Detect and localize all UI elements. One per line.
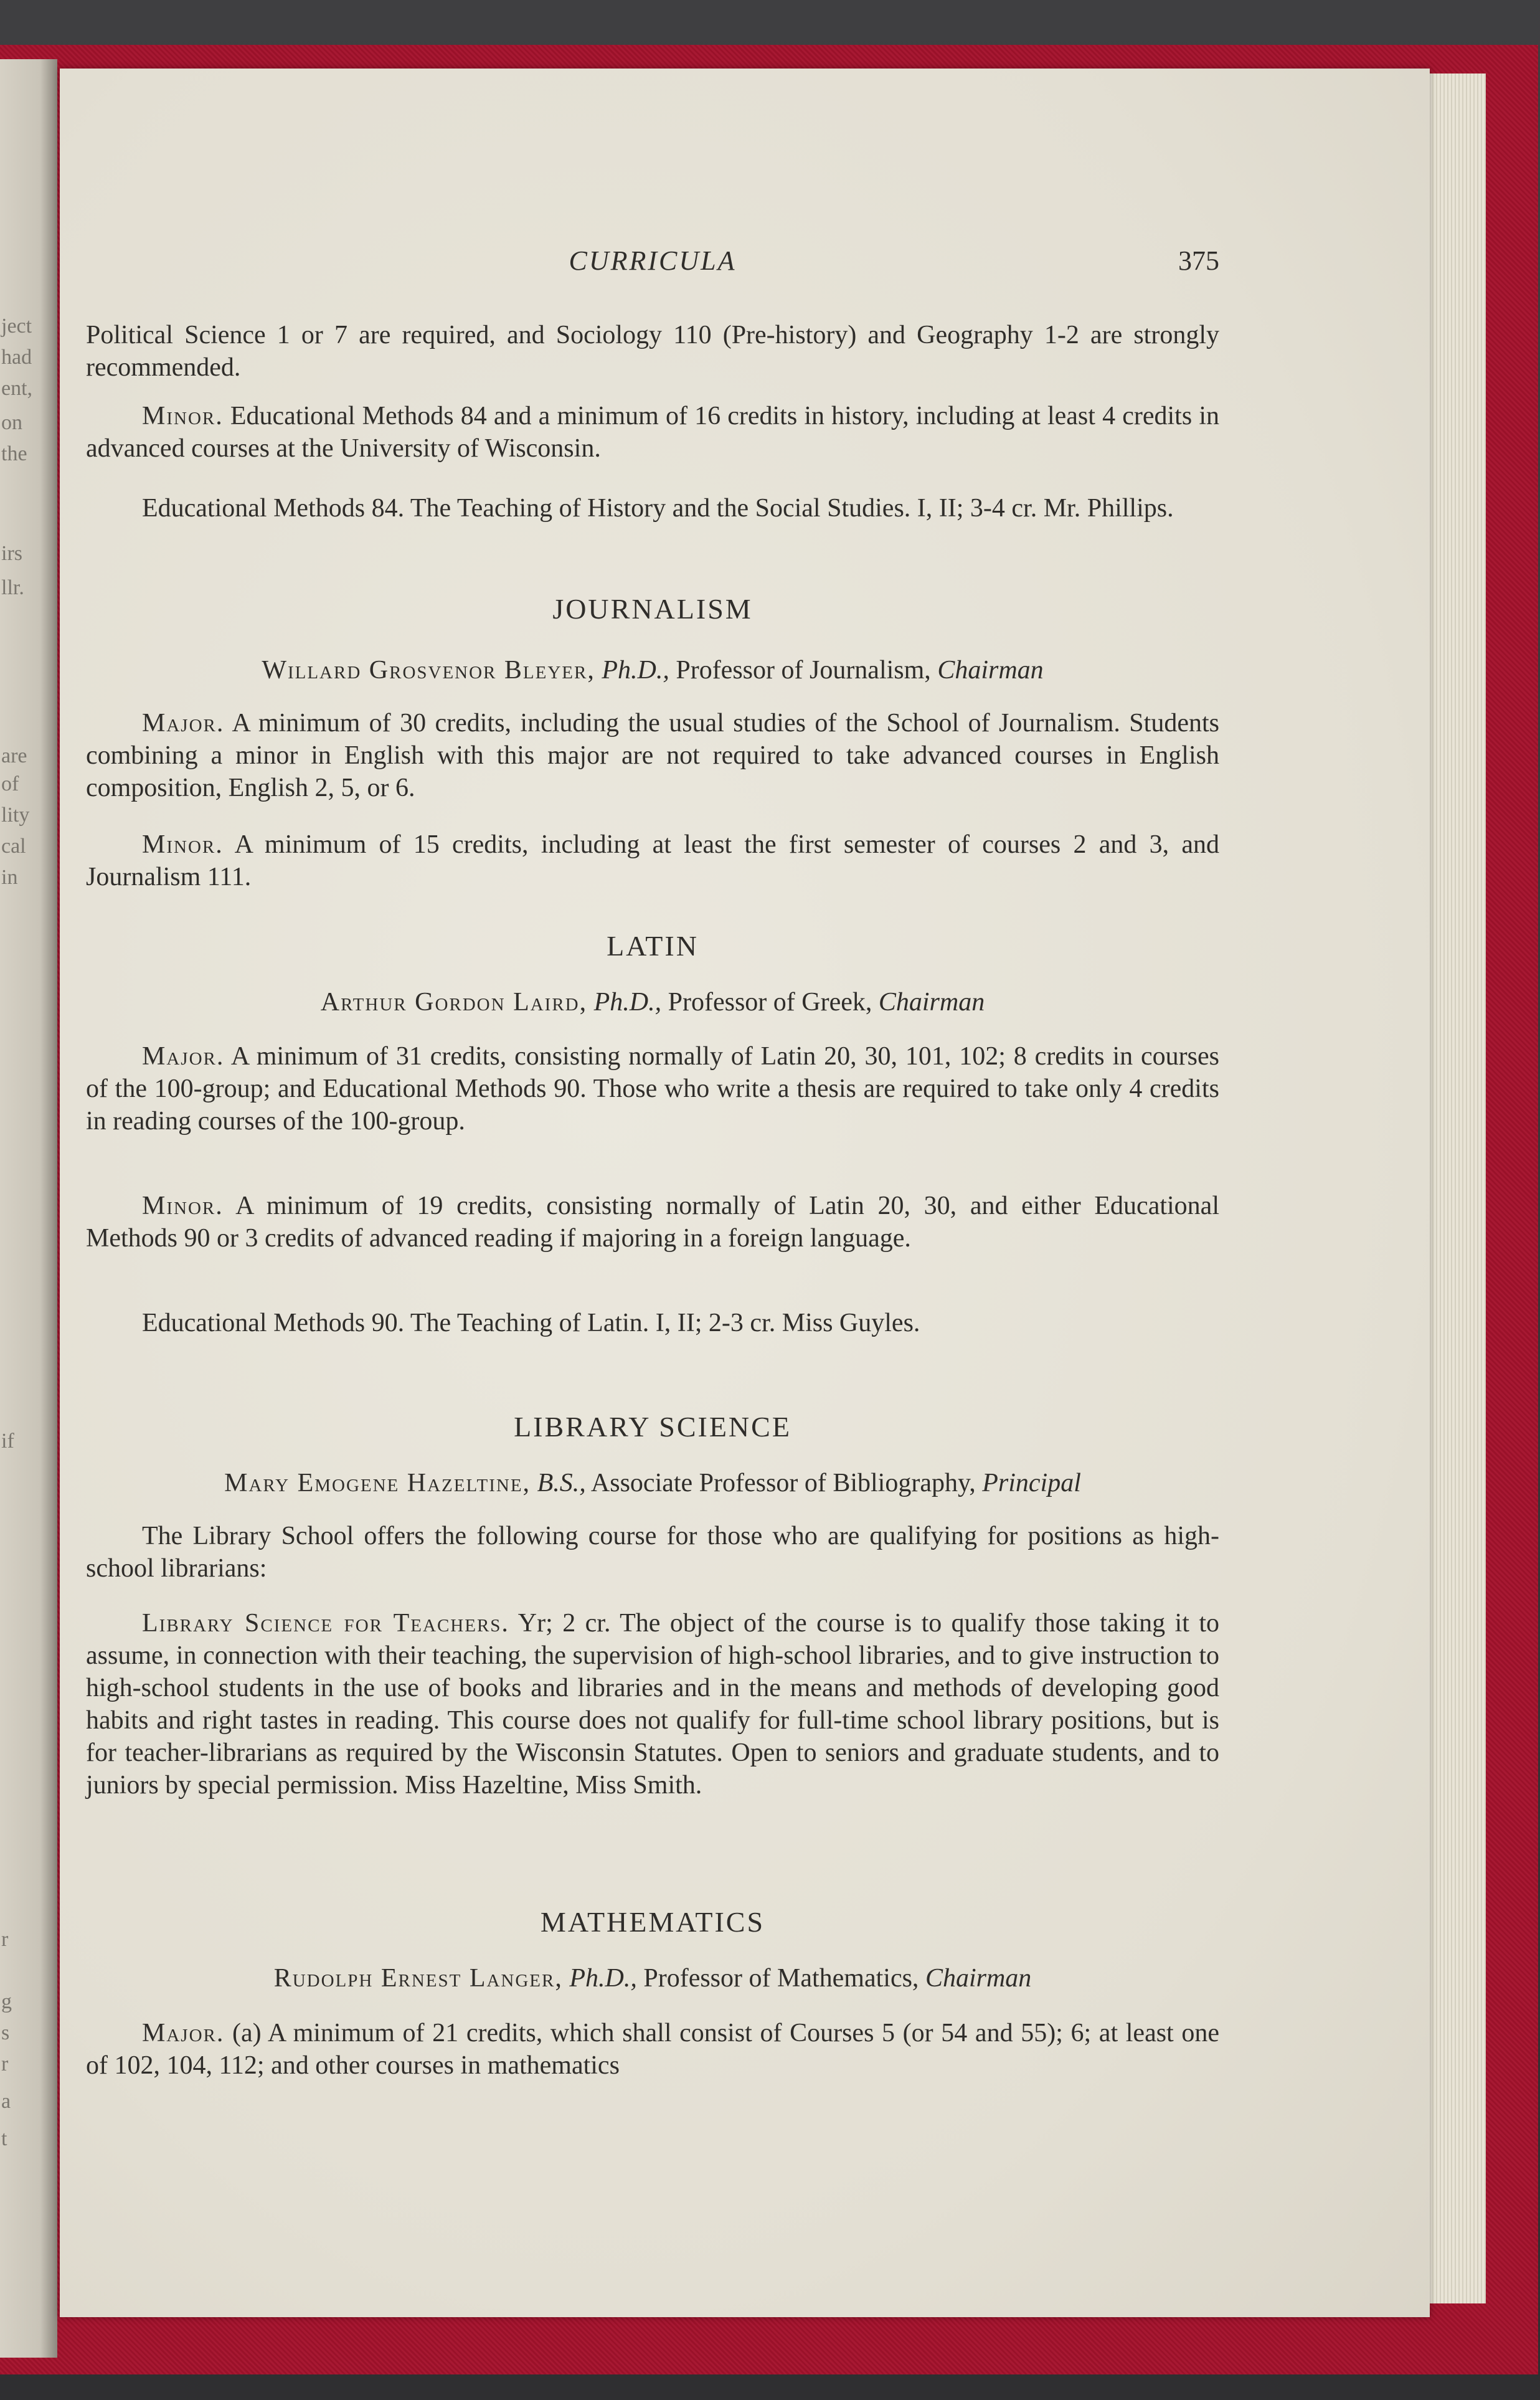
staff-degree: B.S.,: [537, 1469, 586, 1497]
paragraph-library-intro: The Library School offers the following course for those who are qualifying for positions as high-school librarians:: [86, 1522, 1219, 1583]
paragraph-library-course: [86, 1607, 1219, 1801]
prev-page-fragment: irs: [1, 542, 22, 565]
paragraph-history-minor: [86, 400, 1219, 465]
prev-page-fragment: are: [1, 744, 27, 767]
section-heading-latin: LATIN: [607, 930, 699, 962]
section-heading-library-science: LIBRARY SCIENCE: [514, 1411, 791, 1443]
prev-page-fragment: had: [1, 346, 32, 369]
staff-title: Professor of Mathematics,: [636, 1964, 925, 1993]
prev-page-fragment: of: [1, 772, 19, 795]
staff-role: Chairman: [925, 1964, 1032, 1993]
page-stack-edges: [1430, 74, 1486, 2303]
staff-degree: Ph.D.,: [602, 656, 669, 685]
running-head: [86, 245, 1219, 280]
staff-line-journalism: [86, 654, 1219, 686]
prev-page-fragment: ject: [1, 315, 32, 338]
staff-name: Rudolph Ernest Langer,: [273, 1964, 563, 1993]
staff-line-library: [86, 1467, 1219, 1499]
major-label: Major.: [142, 1042, 225, 1071]
staff-degree: Ph.D.,: [593, 988, 662, 1017]
running-head-title: CURRICULA: [569, 245, 737, 276]
paragraph-journalism-minor: [86, 828, 1219, 893]
prev-page-fragment: t: [1, 2127, 7, 2150]
major-label: Major.: [142, 709, 225, 738]
minor-text: A minimum of 15 credits, including at least the first semester of courses 2 and 3, and Journalism 111.: [86, 830, 1219, 891]
staff-title: Professor of Journalism,: [669, 656, 938, 685]
previous-page-edge: [0, 59, 57, 2358]
prev-page-fragment: in: [1, 866, 18, 889]
paragraph-latin-minor: [86, 1190, 1219, 1255]
staff-role: Chairman: [937, 656, 1044, 685]
paragraph-poli-sci: Political Science 1 or 7 are required, and Sociology 110 (Pre-history) and Geography 1-2 are strongly recommended.: [86, 321, 1219, 382]
minor-label: Minor.: [142, 402, 224, 430]
staff-line-mathematics: [86, 1962, 1219, 1994]
staff-name: Arthur Gordon Laird,: [320, 988, 588, 1017]
paragraph-journalism-major: [86, 707, 1219, 804]
prev-page-fragment: the: [1, 442, 27, 465]
paragraph-latin-major: [86, 1040, 1219, 1137]
prev-page-fragment: s: [1, 2021, 10, 2044]
prev-page-fragment: r: [1, 1928, 9, 1951]
minor-text: A minimum of 19 credits, consisting normally of Latin 20, 30, and either Educational Methods 90 or 3 credits of advanced reading if majoring in a foreign language.: [86, 1192, 1219, 1253]
section-heading-mathematics: MATHEMATICS: [540, 1906, 765, 1938]
prev-page-fragment: g: [1, 1990, 12, 2013]
major-text: (a) A minimum of 21 credits, which shall consist of Courses 5 (or 54 and 55); 6; at least one of 102, 104, 112; and other courses in mathematics: [86, 2019, 1219, 2080]
prev-page-fragment: if: [1, 1430, 14, 1453]
staff-line-latin: [86, 986, 1219, 1018]
staff-name: Willard Grosvenor Bleyer,: [262, 656, 595, 685]
major-label: Major.: [142, 2019, 225, 2047]
prev-page-fragment: ent,: [1, 377, 33, 400]
staff-title: Associate Professor of Bibliography,: [585, 1469, 983, 1497]
major-text: A minimum of 30 credits, including the usual studies of the School of Journalism. Students combining a minor in English with this major are not required to take advanced courses in English composition, English 2, 5, or 6.: [86, 709, 1219, 802]
section-heading-journalism: JOURNALISM: [552, 593, 753, 625]
staff-name: Mary Emogene Hazeltine,: [224, 1469, 531, 1497]
prev-page-fragment: lity: [1, 804, 30, 827]
prev-page-fragment: cal: [1, 835, 26, 858]
staff-degree: Ph.D.,: [569, 1964, 637, 1993]
major-text: A minimum of 31 credits, consisting normally of Latin 20, 30, 101, 102; 8 credits in courses of the 100-group; and Educational Methods 90. Those who write a thesis are required to take only 4 credits in reading courses of the 100-group.: [86, 1042, 1219, 1136]
page-number: 375: [1178, 245, 1219, 276]
paragraph-math-major: [86, 2017, 1219, 2082]
minor-label: Minor.: [142, 830, 224, 859]
prev-page-fragment: llr.: [1, 576, 24, 599]
prev-page-fragment: r: [1, 2052, 9, 2075]
paragraph-methods-90: Educational Methods 90. The Teaching of Latin. I, II; 2-3 cr. Miss Guyles.: [142, 1309, 920, 1337]
staff-title: Professor of Greek,: [661, 988, 879, 1017]
course-text: Yr; 2 cr. The object of the course is to qualify those taking it to assume, in connection with their teaching, the supervision of high-school libraries, and to give instruction to high-school students in the use of books and libraries and in the means and methods of developing good habits and right tastes in reading. This course does not qualify for full-time school library positions, but is for teacher-librarians as required by the Wisconsin Statutes. Open to seniors and graduate students, and to juniors by special permission. Miss Hazeltine, Miss Smith.: [86, 1609, 1219, 1800]
paragraph-methods-84: Educational Methods 84. The Teaching of History and the Social Studies. I, II; 3-4 cr. Mr. Phillips.: [142, 494, 1174, 523]
staff-role: Principal: [982, 1469, 1081, 1497]
prev-page-fragment: a: [1, 2090, 11, 2113]
staff-role: Chairman: [878, 988, 985, 1017]
minor-text: Educational Methods 84 and a minimum of 16 credits in history, including at least 4 credits in advanced courses at the University of Wisconsin.: [86, 402, 1219, 463]
minor-label: Minor.: [142, 1192, 224, 1220]
prev-page-fragment: on: [1, 411, 22, 434]
course-label: Library Science for Teachers.: [142, 1609, 509, 1638]
